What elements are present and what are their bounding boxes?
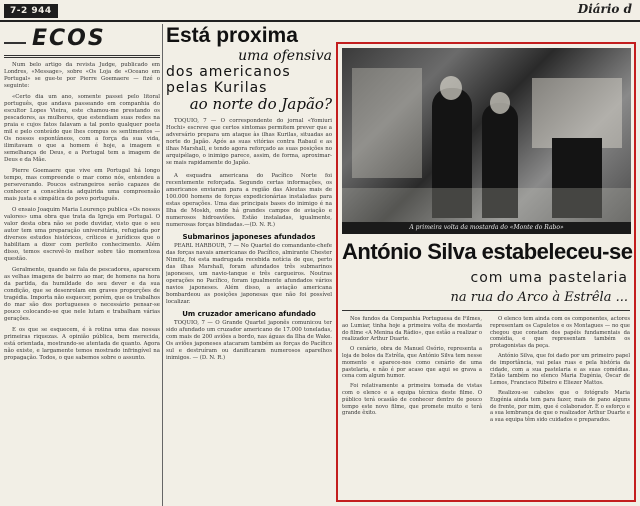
box-rule <box>342 310 630 311</box>
article-paragraph: PEARL HARBOUR, 7 — No Quartel do comandante-chefe das forças navais americanas do Pacífico, almirante Chester Nimitz, foi esta madrugada recebida notícia de que, perto das ilhas Marshall, foram afundados três submarinos japoneses, um navio-tanque e três cargueiros. Noutras operações no Pacífico, foram igualmente afundados vários navios japoneses. Além disso, a aviação americana bombardeou as posições japonesas que não foi possível localizar. <box>166 243 332 305</box>
box-paragraph: Foi relativamente a primeira tomada de vistas com o elenco e a equipa técnica deste filme. O público terá ocasião de conhecer dentro de pouco tempo este novo filme, que promete muito e terá grande êxito. <box>342 383 482 417</box>
box-column-2 <box>490 316 630 502</box>
box-paragraph: Nos fundos da Companhia Portuguesa de Filmes, ao Lumiar, tinha hoje a primeira volta de mostarda do filme «A Menina da Rádio», que estão a realizar o realizador Arthur Duarte. <box>342 316 482 343</box>
box-paragraph: Realizou-se cabelos que o fotógrafo Maria Eugénia ainda tem para fazer, mais de pano alguns de frente, por mim, que é colaborador. É o esforço e a sua lembrança de que o realizador Arthur Duarte e a sua equipa têm sido cuidados e preparados. <box>490 389 630 424</box>
ecos-heading-rule <box>4 42 26 44</box>
box-paragraph: O cenário, obra de Manuel Osório, representa a loja de bolos da Estrêla, que António Silva tem nesse momento e aparece-nos como cenário de uma pastelaria, e não é por acaso que aqui se grava a cena com algum humor. <box>342 346 482 380</box>
headline-line-4: pelas Kurilas <box>166 80 268 96</box>
article-paragraph: A esquadra americana do Pacífico Norte foi recentemente reforçada. Segundo certas informações, os americanos enviaram para a região das Aleutas mais de 100.000 homens de forças expedicionárias instaladas para estas operações. Uma das principais bases do inimigo é na Ilha de Moskh, onde há grandes campos de aviação e numerosos hidroaviões. Estão instaladas, igualmente, numerosas forças blindadas.—(D. N. R.) <box>166 173 332 228</box>
ecos-paragraph: Geralmente, quando se fala de pescadores, aparecem as velhas imagens de bairro ao mar, de homens na hora da partida, da humildade do seu dever e da sua condição, que se desenrolam em graves proporções de tragédia. Importa não esquecer, porém, que os trabalhos do mar são dos portugueses o necessário pensar-se pouco colocando-se que nele lutam e trabalham várias gerações. <box>4 267 160 322</box>
box-paragraph: António Silva, que foi dado por um primeiro papel de importância, vai pelas ruas e pela história da cidade, com a sua pastelaria e as suas comédias. Estão também no elenco Maria Eugénia, Óscar de Lemos, Francisco Ribeiro e Eliezer Mattos. <box>490 352 630 387</box>
box-headline: António Silva estabeleceu-se <box>342 239 633 264</box>
ecos-paragraph: Pierre Goemaere que vive em Portugal há longo tempo, mas compreende o mar como nós, entendeu a perseverando. Poucos estrangeiros serão capazes de conhecer a consciência adquirida uma compreensão mais justa e simpática do povo português. <box>4 168 160 202</box>
ecos-paragraph: Num belo artigo da revista Judge, publicado em Londres, «Message», sobre «Os Loja de «Oceano em Portugal» se gue-te por Pierre Goemaere — fizé o seguinte: <box>4 62 160 89</box>
article-paragraph: TOQUIO, 7 — O correspondente do jornal «Yomiuri Hochi» escreve que certos sintomas permitem prever que a adversário prepara um ataque às ilhas Kurilas, situadas ao norte do Japão. Após as suas vitórias contra Rabaul e as ilhas Marshall, e tendo agora reforçado as suas posições no arquipélago, o inimigo parece, assim, de forma, aproximar-se mais rapidamente do Japão. <box>166 118 332 166</box>
subheading: Um cruzador americano afundado <box>182 310 316 318</box>
japan-article <box>166 24 332 504</box>
ecos-heading <box>4 24 160 58</box>
box-paragraph: O elenco tem ainda com os componentes, actores representam os Capuletos e os Montagues — no que chegou que constam dos papéis fundamentais da comédia, e que representam também os protagonistas da peça. <box>490 316 630 350</box>
masthead: Diário d <box>577 2 632 16</box>
date-label: 7-2 944 <box>4 4 58 18</box>
box-column-1 <box>342 316 482 502</box>
ecos-paragraph: O ensaio Joaquim Maria Lourenço publica «Os nossos valores» uma obra que trata da Igreja em Portugal. O valor desta obra não se pode duvidar, visto que o seu autor tem uma preparação universitária, refugiada por diversos estudos históricos, críticos e jurídicos que o habilitam a dizer com perfeito conhecimento. Além disso, temos escrevê-lo melhor sobre tão momentosa questão. <box>4 207 160 262</box>
article-paragraph: TOQUIO, 7 — O Grande Quartel japonês comunicou ter sido afundado um cruzador americano de 17.000 toneladas, com mais de 200 aviões a bordo, nas águas da Ilha de Wake. Os aviões japoneses atacaram também as forças do Pacífico sul e destruíram ou danificaram numerosos aparelhos inimigos. — (D. N. R.) <box>166 320 332 361</box>
column-divider <box>162 24 163 506</box>
headline-line-5: ao norte do Japão? <box>189 95 332 113</box>
article-photo <box>342 48 631 234</box>
subheading: Submarinos japoneses afundados <box>182 233 316 241</box>
box-subheadline-1: com uma pastelaria <box>470 270 628 286</box>
box-subheadline-2: na rua do Arco à Estrêla ... <box>450 290 628 305</box>
ecos-heading-text: ECOS <box>32 26 106 51</box>
headline-line-3: dos americanos <box>166 64 291 80</box>
photo-caption: A primeira volta da mostarda do «Monte do Rabo» <box>342 222 631 234</box>
highlighted-article <box>336 42 636 502</box>
headline-line-2: uma ofensiva <box>238 48 332 64</box>
box-text-columns <box>342 316 630 502</box>
headline-line-1: Está proxima <box>166 24 298 47</box>
ecos-paragraph: «Certo dia um ano, somente passei pelo litoral português, que andava passeando em companhia do escultor Lopes Vieira, este chamou-me prestando os pescadores, as mulheres, que estendiam suas redes na praia e cujos fatos falavam a tal ponto qualquer poeta mil e pelo conteúdo que lhes compus os sentimentos — Os nossos espontâneos, com a força da sua vida, ilimitavam o que a homem é hoje, a imagem e semelhança de Deus, e a Portugal tem a imagem de Deus e da Mãe. <box>4 94 160 163</box>
ecos-column <box>4 24 160 504</box>
top-rule <box>0 20 640 22</box>
ecos-paragraph: E os que se esquecem, é à rotina uma das nossas primeiras riquezas. A opinião pública, bem merecida, está orientada, mostrando-se atentada de quanto. Agora não existe, e largamente temos mostrado infringível na propagação. Todos, o que sabemos sobre o assunto. <box>4 327 160 361</box>
